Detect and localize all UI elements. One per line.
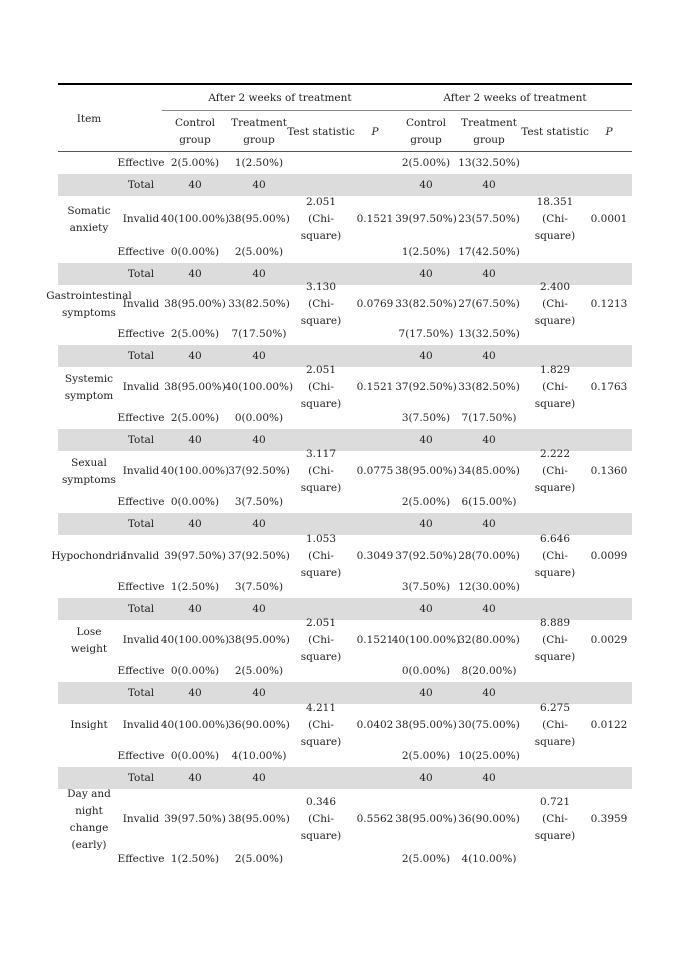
cell-right-treatment: 8(20.00%) (461, 664, 517, 677)
header-test-statistic-left: Test statistic (287, 125, 355, 138)
statistic-method: (Chi-square) (534, 464, 576, 494)
cell-right-control: 1(2.50%) (401, 245, 451, 258)
cell-right-treatment: 40 (482, 686, 496, 699)
statistic-value: 0.721 (539, 795, 571, 808)
cell-right-control: 3(7.50%) (401, 580, 451, 593)
statistic-value: 4.211 (305, 701, 337, 714)
p-value-left: 0.1521 (356, 380, 394, 393)
cell-right-treatment: 33(82.50%) (458, 380, 520, 393)
cell-left-treatment: 7(17.50%) (231, 327, 287, 340)
test-statistic-right (524, 701, 586, 748)
row-label: Invalid (122, 812, 160, 825)
header-p-right: P (605, 125, 613, 138)
row-label: Total (127, 433, 155, 446)
test-statistic-left (290, 795, 352, 842)
header-p-left: P (371, 125, 379, 138)
cell-right-control: 3(7.50%) (401, 411, 451, 424)
header-control-left: Control group (174, 117, 216, 146)
table-top-rule (58, 83, 632, 85)
p-value-right: 0.1360 (590, 464, 628, 477)
cell-left-treatment: 40 (252, 433, 266, 446)
statistic-value: 6.275 (539, 701, 571, 714)
cell-right-treatment: 36(90.00%) (458, 812, 520, 825)
statistic-method: (Chi-square) (534, 380, 576, 410)
cell-right-treatment: 40 (482, 517, 496, 530)
cell-left-control: 38(95.00%) (164, 297, 226, 310)
cell-right-treatment: 40 (482, 349, 496, 362)
item-name: Gastrointestinal symptoms (46, 290, 132, 319)
cell-left-treatment: 0(0.00%) (234, 411, 284, 424)
cell-left-control: 1(2.50%) (170, 852, 220, 865)
cell-right-control: 38(95.00%) (395, 464, 457, 477)
cell-left-treatment: 37(92.50%) (228, 549, 290, 562)
cell-left-control: 2(5.00%) (170, 411, 220, 424)
cell-left-treatment: 1(2.50%) (234, 156, 284, 169)
cell-left-control: 2(5.00%) (170, 156, 220, 169)
cell-right-control: 40 (419, 349, 433, 362)
cell-right-treatment: 4(10.00%) (461, 852, 517, 865)
row-label: Effective (117, 495, 165, 508)
cell-right-control: 40 (419, 267, 433, 280)
cell-right-control: 2(5.00%) (401, 852, 451, 865)
cell-right-control: 40 (419, 433, 433, 446)
cell-left-control: 40 (188, 178, 202, 191)
cell-left-control: 40 (188, 517, 202, 530)
cell-left-control: 0(0.00%) (170, 245, 220, 258)
row-label: Effective (117, 664, 165, 677)
cell-left-control: 40(100.00%) (160, 718, 230, 731)
row-label: Invalid (122, 718, 160, 731)
p-value-right: 0.1213 (590, 297, 628, 310)
cell-right-treatment: 40 (482, 267, 496, 280)
cell-right-control: 40(100.00%) (391, 633, 461, 646)
cell-left-control: 38(95.00%) (164, 380, 226, 393)
header-control-right: Control group (405, 117, 447, 146)
cell-left-control: 40 (188, 349, 202, 362)
statistic-value: 1.053 (305, 532, 337, 545)
cell-right-treatment: 23(57.50%) (458, 212, 520, 225)
p-value-left: 0.1521 (356, 212, 394, 225)
cell-right-control: 40 (419, 602, 433, 615)
cell-right-treatment: 6(15.00%) (461, 495, 517, 508)
cell-left-treatment: 40 (252, 517, 266, 530)
p-value-right: 0.0122 (590, 718, 628, 731)
cell-right-treatment: 17(42.50%) (458, 245, 520, 258)
cell-right-control: 2(5.00%) (401, 749, 451, 762)
statistic-method: (Chi-square) (300, 464, 342, 494)
item-name: Lose weight (70, 626, 108, 655)
item-name: Hypochondria (51, 550, 127, 562)
item-name: Sexual symptoms (62, 457, 116, 486)
cell-left-control: 0(0.00%) (170, 495, 220, 508)
statistic-method: (Chi-square) (534, 812, 576, 842)
test-statistic-right (524, 447, 586, 494)
statistic-value: 18.351 (536, 195, 574, 208)
cell-right-treatment: 7(17.50%) (461, 411, 517, 424)
cell-right-control: 40 (419, 771, 433, 784)
cell-left-control: 40(100.00%) (160, 633, 230, 646)
cell-left-control: 40 (188, 267, 202, 280)
cell-left-treatment: 40 (252, 771, 266, 784)
p-value-right: 0.3959 (590, 812, 628, 825)
statistic-value: 2.051 (305, 616, 337, 629)
header-treatment-right: Treatment group (461, 117, 517, 146)
statistic-method: (Chi-square) (534, 718, 576, 748)
p-value-left: 0.3049 (356, 549, 394, 562)
row-label: Effective (117, 156, 165, 169)
cell-left-treatment: 38(95.00%) (228, 212, 290, 225)
item-name: Day and night change (early) (67, 787, 111, 851)
row-label: Invalid (122, 297, 160, 310)
cell-left-control: 40 (188, 433, 202, 446)
cell-left-treatment: 40 (252, 267, 266, 280)
statistic-method: (Chi-square) (534, 212, 576, 242)
p-value-left: 0.1521 (356, 633, 394, 646)
period-header-rule (162, 110, 632, 111)
cell-left-treatment: 3(7.50%) (234, 580, 284, 593)
cell-right-treatment: 34(85.00%) (458, 464, 520, 477)
cell-left-treatment: 4(10.00%) (231, 749, 287, 762)
statistic-method: (Chi-square) (300, 212, 342, 242)
cell-left-treatment: 38(95.00%) (228, 633, 290, 646)
statistic-value: 1.829 (539, 363, 571, 376)
header-treatment-left: Treatment group (231, 117, 287, 146)
row-label: Invalid (122, 212, 160, 225)
statistic-method: (Chi-square) (300, 718, 342, 748)
cell-left-control: 40 (188, 771, 202, 784)
cell-left-control: 40 (188, 686, 202, 699)
statistic-method: (Chi-square) (534, 549, 576, 579)
cell-right-treatment: 13(32.50%) (458, 156, 520, 169)
row-label: Total (127, 517, 155, 530)
cell-left-treatment: 3(7.50%) (234, 495, 284, 508)
test-statistic-right (524, 280, 586, 327)
cell-left-treatment: 2(5.00%) (234, 852, 284, 865)
statistic-method: (Chi-square) (300, 297, 342, 327)
row-label: Invalid (122, 464, 160, 477)
row-label: Total (127, 686, 155, 699)
statistic-value: 8.889 (539, 616, 571, 629)
cell-left-treatment: 36(90.00%) (228, 718, 290, 731)
row-label: Effective (117, 580, 165, 593)
cell-right-treatment: 27(67.50%) (458, 297, 520, 310)
row-label: Effective (117, 852, 165, 865)
row-label: Invalid (122, 549, 160, 562)
statistic-method: (Chi-square) (300, 812, 342, 842)
p-value-left: 0.5562 (356, 812, 394, 825)
cell-right-treatment: 28(70.00%) (458, 549, 520, 562)
cell-left-treatment: 37(92.50%) (228, 464, 290, 477)
cell-right-treatment: 10(25.00%) (458, 749, 520, 762)
statistic-method: (Chi-square) (300, 633, 342, 663)
row-label: Effective (117, 411, 165, 424)
statistic-value: 2.051 (305, 363, 337, 376)
statistic-method: (Chi-square) (534, 297, 576, 327)
cell-right-control: 40 (419, 178, 433, 191)
cell-left-treatment: 40 (252, 602, 266, 615)
row-label: Total (127, 602, 155, 615)
statistic-method: (Chi-square) (300, 380, 342, 410)
cell-right-treatment: 40 (482, 433, 496, 446)
cell-right-control: 40 (419, 686, 433, 699)
row-label: Effective (117, 327, 165, 340)
cell-right-control: 38(95.00%) (395, 718, 457, 731)
test-statistic-right (524, 363, 586, 410)
cell-left-treatment: 33(82.50%) (228, 297, 290, 310)
cell-right-control: 39(97.50%) (395, 212, 457, 225)
statistic-value: 2.051 (305, 195, 337, 208)
cell-left-treatment: 40 (252, 686, 266, 699)
test-statistic-right (524, 195, 586, 242)
cell-left-control: 40 (188, 602, 202, 615)
cell-left-treatment: 38(95.00%) (228, 812, 290, 825)
cell-right-control: 2(5.00%) (401, 495, 451, 508)
cell-right-control: 7(17.50%) (398, 327, 454, 340)
statistic-value: 3.117 (305, 447, 337, 460)
cell-right-control: 0(0.00%) (401, 664, 451, 677)
row-label: Invalid (122, 633, 160, 646)
cell-left-control: 0(0.00%) (170, 664, 220, 677)
row-label: Total (127, 267, 155, 280)
row-label: Total (127, 771, 155, 784)
cell-right-treatment: 12(30.00%) (458, 580, 520, 593)
statistic-method: (Chi-square) (534, 633, 576, 663)
test-statistic-left (290, 280, 352, 327)
test-statistic-right (524, 616, 586, 663)
cell-right-treatment: 30(75.00%) (458, 718, 520, 731)
cell-left-treatment: 40 (252, 178, 266, 191)
header-test-statistic-right: Test statistic (521, 125, 589, 138)
cell-left-treatment: 40(100.00%) (224, 380, 294, 393)
cell-right-treatment: 32(80.00%) (458, 633, 520, 646)
item-name: Systemic symptom (64, 373, 114, 402)
cell-left-treatment: 40 (252, 349, 266, 362)
test-statistic-left (290, 701, 352, 748)
statistic-value: 0.346 (305, 795, 337, 808)
cell-left-control: 40(100.00%) (160, 464, 230, 477)
cell-right-control: 33(82.50%) (395, 297, 457, 310)
row-label: Effective (117, 749, 165, 762)
p-value-right: 0.0001 (590, 212, 628, 225)
cell-left-control: 1(2.50%) (170, 580, 220, 593)
test-statistic-left (290, 363, 352, 410)
cell-left-control: 39(97.50%) (164, 549, 226, 562)
p-value-left: 0.0775 (356, 464, 394, 477)
p-value-left: 0.0769 (356, 297, 394, 310)
p-value-right: 0.0099 (590, 549, 628, 562)
statistic-value: 3.130 (305, 280, 337, 293)
item-name: Insight (70, 719, 108, 731)
test-statistic-left (290, 195, 352, 242)
cell-right-treatment: 40 (482, 602, 496, 615)
cell-right-treatment: 40 (482, 771, 496, 784)
statistic-value: 6.646 (539, 532, 571, 545)
cell-right-control: 40 (419, 517, 433, 530)
row-label: Total (127, 178, 155, 191)
cell-right-treatment: 40 (482, 178, 496, 191)
row-label: Effective (117, 245, 165, 258)
statistic-method: (Chi-square) (300, 549, 342, 579)
cell-left-control: 2(5.00%) (170, 327, 220, 340)
cell-left-treatment: 2(5.00%) (234, 664, 284, 677)
row-label: Invalid (122, 380, 160, 393)
test-statistic-right (524, 795, 586, 842)
row-label: Total (127, 349, 155, 362)
p-value-right: 0.0029 (590, 633, 628, 646)
cell-left-control: 40(100.00%) (160, 212, 230, 225)
header-item: Item (76, 112, 102, 125)
p-value-left: 0.0402 (356, 718, 394, 731)
test-statistic-right (524, 532, 586, 579)
test-statistic-left (290, 616, 352, 663)
cell-right-control: 37(92.50%) (395, 549, 457, 562)
cell-left-control: 39(97.50%) (164, 812, 226, 825)
cell-right-control: 38(95.00%) (395, 812, 457, 825)
cell-left-treatment: 2(5.00%) (234, 245, 284, 258)
statistic-value: 2.222 (539, 447, 571, 460)
cell-right-control: 2(5.00%) (401, 156, 451, 169)
cell-right-treatment: 13(32.50%) (458, 327, 520, 340)
cell-left-control: 0(0.00%) (170, 749, 220, 762)
p-value-right: 0.1763 (590, 380, 628, 393)
test-statistic-left (290, 447, 352, 494)
header-period-left: After 2 weeks of treatment (208, 91, 352, 104)
test-statistic-left (290, 532, 352, 579)
item-name: Somatic anxiety (67, 204, 111, 234)
cell-right-control: 37(92.50%) (395, 380, 457, 393)
statistic-value: 2.400 (539, 280, 571, 293)
header-period-right: After 2 weeks of treatment (443, 91, 587, 104)
